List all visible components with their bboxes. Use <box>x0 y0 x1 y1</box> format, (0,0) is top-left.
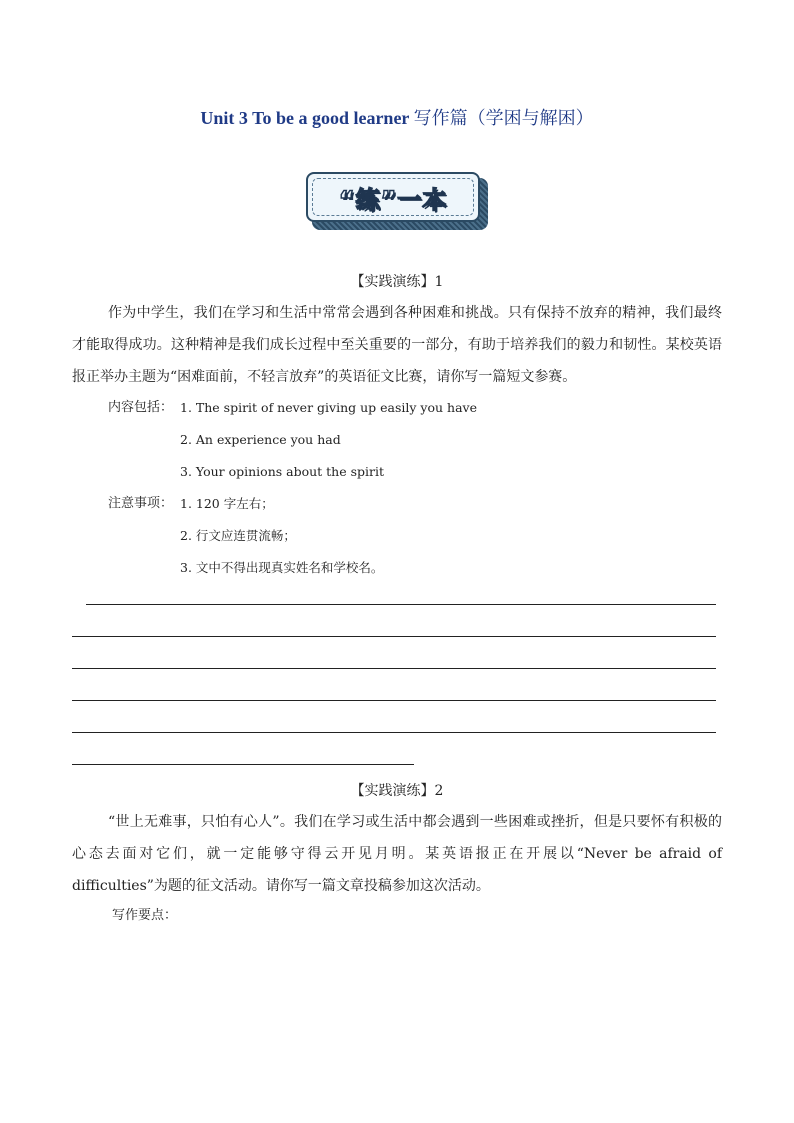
practice-1-prompt: 作为中学生，我们在学习和生活中常常会遇到各种困难和挑战。只有保持不放弃的精神，我们最终才能取得成功。这种精神是我们成长过程中至关重要的一部分，有助于培养我们的毅力和韧性。某校英语报正举办主题为“困难面前，不轻言放弃”的英语征文比赛，请你写一篇短文参赛。 <box>72 305 722 385</box>
notes-label: 注意事项： <box>108 496 174 511</box>
page-title <box>0 104 794 130</box>
content-item-1: 1. The spirit of never giving up easily you have <box>180 400 478 415</box>
answer-line[interactable] <box>86 604 716 605</box>
title-english: Unit 3 To be a good learner <box>200 108 414 128</box>
badge-text: “练”一本 <box>338 185 448 214</box>
note-item-2: 2. 行文应连贯流畅； <box>180 528 296 543</box>
content-label: 内容包括： <box>108 400 174 415</box>
content-item-3: 3. Your opinions about the spirit <box>180 464 385 479</box>
answer-line[interactable] <box>72 764 414 765</box>
badge-inner-dashed <box>312 178 474 216</box>
practice-2-prompt: “世上无难事，只怕有心人”。我们在学习或生活中都会遇到一些困难或挫折，但是只要怀有积极的心态去面对它们，就一定能够守得云开见月明。某英语报正在开展以“Never be afraid of difficulties”为题的征文活动。请你写一篇文章投稿参加这次活动。 <box>72 814 722 894</box>
badge-frame <box>306 172 480 222</box>
note-item-1: 1. 120 字左右； <box>180 496 274 511</box>
note-item-3: 3. 文中不得出现真实姓名和学校名。 <box>180 560 384 575</box>
answer-line[interactable] <box>72 700 716 701</box>
practice-1-title: 【实践演练】1 <box>350 274 444 290</box>
title-chinese: 写作篇（学困与解困） <box>413 108 594 128</box>
answer-line[interactable] <box>72 668 716 669</box>
answer-line[interactable] <box>72 732 716 733</box>
content-item-2: 2. An experience you had <box>180 432 341 447</box>
practice-badge <box>306 172 488 230</box>
writing-points-label: 写作要点： <box>112 908 178 923</box>
practice-2-title: 【实践演练】2 <box>350 783 444 799</box>
answer-line[interactable] <box>72 636 716 637</box>
